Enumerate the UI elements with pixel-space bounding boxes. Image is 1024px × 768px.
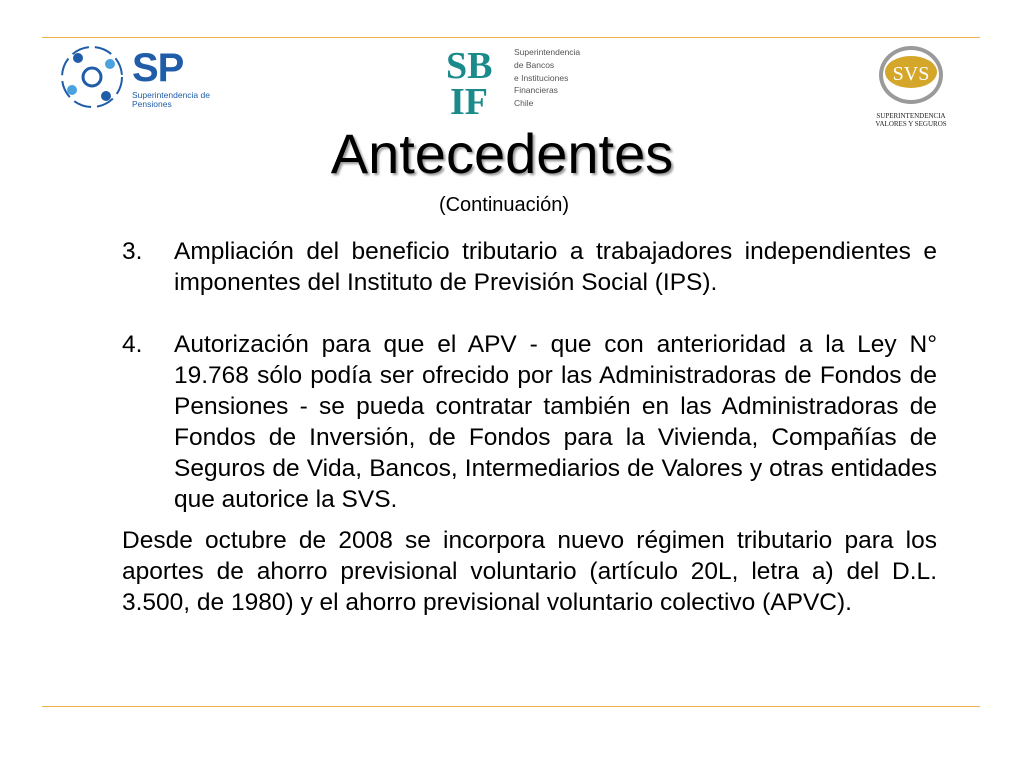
sbif-line: e Instituciones: [514, 72, 569, 83]
sbif-line: de Bancos: [514, 59, 555, 70]
list-item-text: Ampliación del beneficio tributario a trabajadores independientes e imponentes del Instituto de Previsión Social (IPS).: [174, 238, 937, 296]
sbif-logo-text: [514, 46, 580, 110]
page-title: Antecedentes: [330, 122, 674, 185]
top-divider: [42, 37, 980, 38]
svs-logo-caption: SUPERINTENDENCIA VALORES Y SEGUROS: [875, 112, 947, 128]
sbif-line: Chile: [514, 98, 534, 109]
sbif-monogram-icon: [444, 44, 506, 116]
sp-logo-mark: SP: [132, 46, 184, 90]
sp-logo-name: Superintendencia de Pensiones: [132, 90, 210, 109]
list-item-number: 4.: [122, 331, 143, 358]
closing-paragraph: Desde octubre de 2008 se incorpora nuevo régimen tributario para los aportes de ahorro previsional voluntario (artículo 20L, letra a) del D.L. 3.500, de 1980) y el ahorro previsional voluntario colectivo (APVC).: [122, 527, 937, 616]
sp-logo: [56, 44, 216, 110]
svs-logo: [870, 42, 952, 132]
list-item: [122, 329, 937, 515]
list-item-number: 3.: [122, 238, 143, 265]
sp-people-icon: [56, 44, 128, 110]
sbif-line: Superintendencia: [514, 47, 581, 57]
svg-text:IF: IF: [450, 81, 488, 116]
svg-text:SVS: SVS: [892, 63, 930, 85]
sbif-logo: [444, 44, 584, 118]
sbif-line: Financieras: [514, 85, 558, 96]
svs-emblem-icon: [876, 42, 946, 108]
list-item-text: Autorización para que el APV - que con anterioridad a la Ley N° 19.768 sólo podía ser ofrecido por las Administradoras de Fondos de Pensiones - se pueda contratar también en las Administradoras de Fondos de Inversión, de Fondos para la Vivienda, Compañías de Seguros de Vida, Bancos, Intermediarios de Valores y otras entidades que autorice la SVS.: [174, 331, 937, 513]
list-item: [122, 236, 937, 298]
page-subtitle: (Continuación): [438, 194, 570, 216]
svg-text:SB: SB: [446, 45, 493, 87]
bottom-divider: [42, 706, 980, 707]
content-body: [122, 236, 937, 618]
